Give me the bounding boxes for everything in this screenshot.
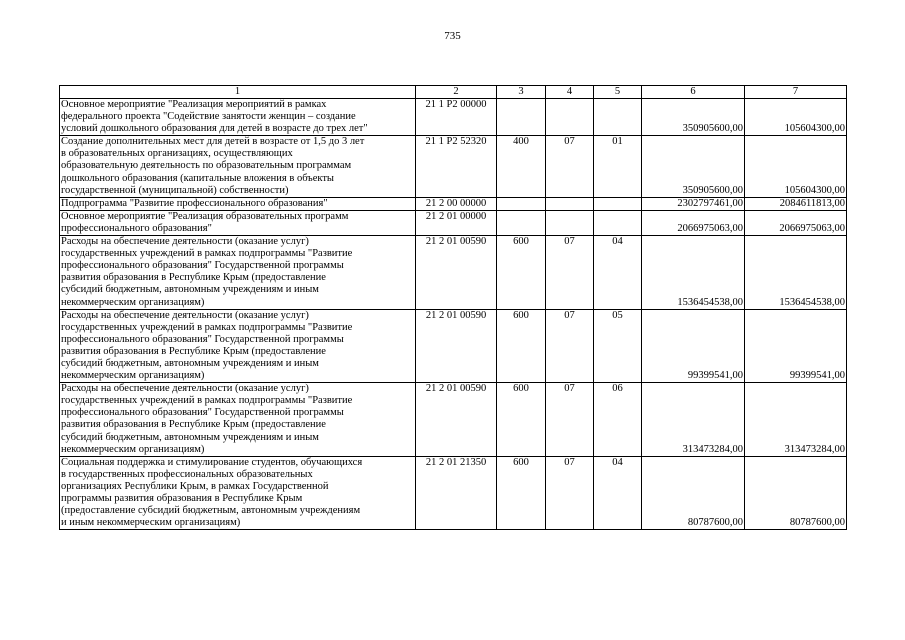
row-subsection: 05: [594, 309, 642, 383]
row-expense-type: [497, 197, 546, 210]
row-expense-type: [497, 99, 546, 136]
column-header: 6: [642, 86, 745, 99]
row-subsection: 04: [594, 236, 642, 310]
row-amount-col6: 2066975063,00: [642, 210, 745, 235]
row-expense-type: 600: [497, 456, 546, 530]
row-section: 07: [546, 309, 594, 383]
row-amount-col6: 80787600,00: [642, 456, 745, 530]
row-code: 21 2 01 21350: [416, 456, 497, 530]
row-amount-col6: 1536454538,00: [642, 236, 745, 310]
row-amount-col7: 2066975063,00: [745, 210, 847, 235]
row-description: Подпрограмма "Развитие профессионального образования": [60, 197, 416, 210]
row-amount-col6: 2302797461,00: [642, 197, 745, 210]
row-amount-col7: 105604300,00: [745, 99, 847, 136]
row-section: [546, 99, 594, 136]
row-section: [546, 210, 594, 235]
row-code: 21 2 01 00590: [416, 309, 497, 383]
row-description: Создание дополнительных мест для детей в возрасте от 1,5 до 3 лет в образовательных организациях, осуществляющих образовательную деятельность по образовательным программам дошкольного образования (капитальные вложения в объекты государственной (муниципальной) собственности): [60, 136, 416, 197]
column-header: 5: [594, 86, 642, 99]
budget-table: [59, 85, 847, 530]
row-amount-col6: 313473284,00: [642, 383, 745, 457]
row-subsection: 04: [594, 456, 642, 530]
row-expense-type: 600: [497, 309, 546, 383]
row-code: 21 2 01 00590: [416, 236, 497, 310]
row-amount-col7: 1536454538,00: [745, 236, 847, 310]
row-amount-col7: 80787600,00: [745, 456, 847, 530]
row-description: Основное мероприятие "Реализация мероприятий в рамках федерального проекта "Содействие занятости женщин – создание условий дошкольного образования для детей в возрасте до трех лет": [60, 99, 416, 136]
row-amount-col6: 350905600,00: [642, 136, 745, 197]
row-amount-col7: 313473284,00: [745, 383, 847, 457]
row-code: 21 1 P2 52320: [416, 136, 497, 197]
column-header: 4: [546, 86, 594, 99]
table-row: [60, 236, 847, 310]
table-row: [60, 456, 847, 530]
row-code: 21 2 01 00590: [416, 383, 497, 457]
table-row: [60, 309, 847, 383]
page-number: 735: [444, 30, 461, 42]
row-description: Расходы на обеспечение деятельности (оказание услуг) государственных учреждений в рамках подпрограммы "Развитие профессионального образования" Государственной программы развития образования в Республике Крым (предоставление субсидий бюджетным, автономным учреждениям и иным некоммерческим организациям): [60, 383, 416, 457]
table-row: [60, 383, 847, 457]
row-expense-type: [497, 210, 546, 235]
column-header: 1: [60, 86, 416, 99]
row-code: 21 2 01 00000: [416, 210, 497, 235]
column-header: 3: [497, 86, 546, 99]
row-description: Расходы на обеспечение деятельности (оказание услуг) государственных учреждений в рамках подпрограммы "Развитие профессионального образования" Государственной программы развития образования в Республике Крым (предоставление субсидий бюджетным, автономным учреждениям и иным некоммерческим организациям): [60, 236, 416, 310]
row-section: 07: [546, 236, 594, 310]
row-subsection: 01: [594, 136, 642, 197]
row-amount-col7: 105604300,00: [745, 136, 847, 197]
table-header-row: [60, 86, 847, 99]
row-expense-type: 600: [497, 236, 546, 310]
row-expense-type: 400: [497, 136, 546, 197]
table-row: [60, 136, 847, 197]
table-row: [60, 210, 847, 235]
row-expense-type: 600: [497, 383, 546, 457]
row-section: 07: [546, 383, 594, 457]
row-subsection: [594, 197, 642, 210]
row-amount-col6: 350905600,00: [642, 99, 745, 136]
table-row: [60, 99, 847, 136]
row-section: 07: [546, 136, 594, 197]
row-subsection: 06: [594, 383, 642, 457]
row-description: Основное мероприятие "Реализация образовательных программ профессионального образования": [60, 210, 416, 235]
row-subsection: [594, 99, 642, 136]
row-subsection: [594, 210, 642, 235]
row-code: 21 2 00 00000: [416, 197, 497, 210]
row-description: Социальная поддержка и стимулирование студентов, обучающихся в государственных профессиональных образовательных организациях Республики Крым, в рамках Государственной программы развития образования в Республике Крым (предоставление субсидий бюджетным, автономным учреждениям и иным некоммерческим организациям): [60, 456, 416, 530]
column-header: 7: [745, 86, 847, 99]
table-row: [60, 197, 847, 210]
row-code: 21 1 P2 00000: [416, 99, 497, 136]
row-description: Расходы на обеспечение деятельности (оказание услуг) государственных учреждений в рамках подпрограммы "Развитие профессионального образования" Государственной программы развития образования в Республике Крым (предоставление субсидий бюджетным, автономным учреждениям и иным некоммерческим организациям): [60, 309, 416, 383]
row-section: 07: [546, 456, 594, 530]
row-amount-col6: 99399541,00: [642, 309, 745, 383]
column-header: 2: [416, 86, 497, 99]
row-section: [546, 197, 594, 210]
row-amount-col7: 99399541,00: [745, 309, 847, 383]
row-amount-col7: 2084611813,00: [745, 197, 847, 210]
